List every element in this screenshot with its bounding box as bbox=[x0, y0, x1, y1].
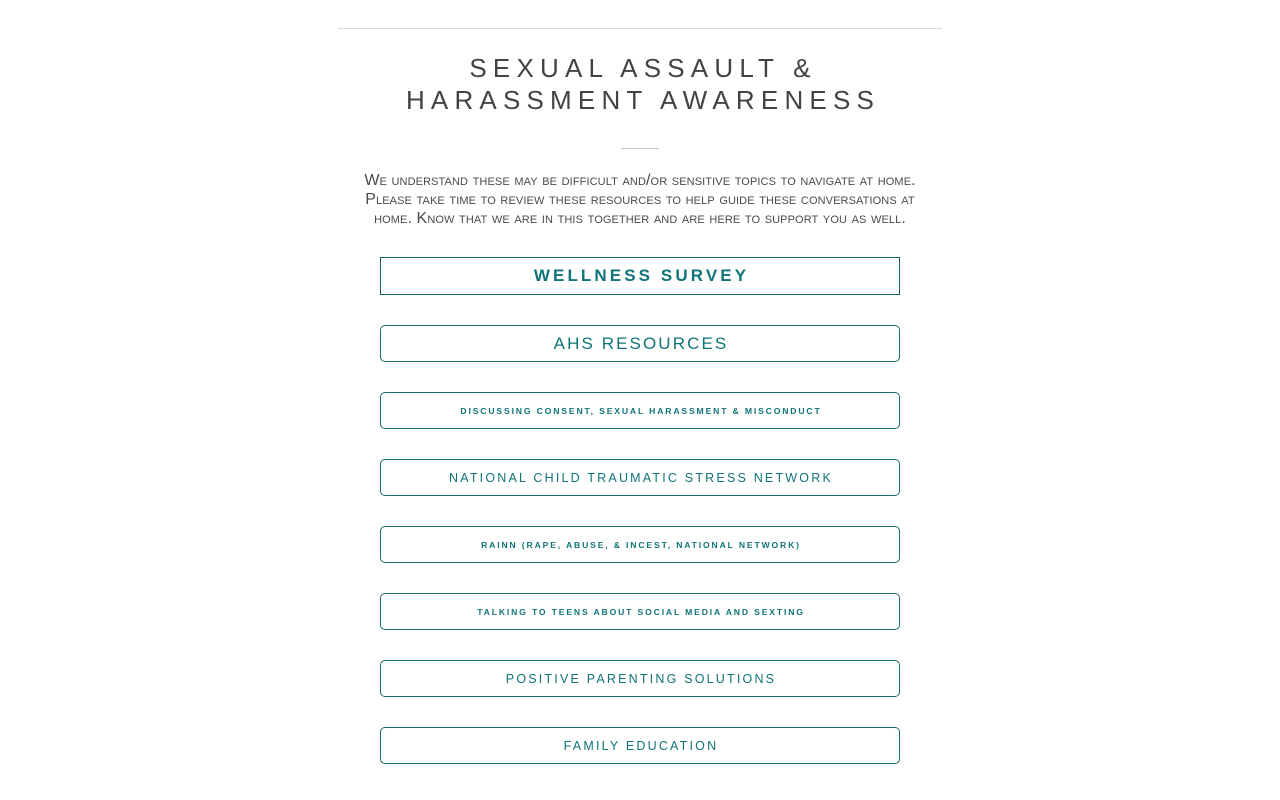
resource-link-button[interactable] bbox=[380, 325, 900, 362]
resource-link-label: NATIONAL CHILD TRAUMATIC STRESS NETWORK bbox=[449, 470, 833, 485]
resource-link-button[interactable] bbox=[380, 660, 900, 697]
intro-paragraph: We understand these may be difficult and/or sensitive topics to navigate at home. Please take time to review these resources to help guide these conversations at home. Know that we are in this together and are here to support you as well. bbox=[364, 172, 916, 227]
page-title: SEXUAL ASSAULT & HARASSMENT AWARENESS bbox=[405, 53, 881, 115]
resource-link-button[interactable] bbox=[380, 459, 900, 496]
resource-link-label: RAINN (RAPE, ABUSE, & INCEST, NATIONAL NETWORK) bbox=[481, 539, 801, 550]
resource-link-label: POSITIVE PARENTING SOLUTIONS bbox=[505, 671, 777, 686]
resource-link-label: DISCUSSING CONSENT, SEXUAL HARASSMENT & MISCONDUCT bbox=[460, 405, 822, 416]
title-divider-wrap bbox=[340, 148, 940, 149]
resource-link-list bbox=[340, 257, 940, 794]
resource-link-button[interactable] bbox=[380, 526, 900, 563]
resource-link-button[interactable] bbox=[380, 727, 900, 764]
resource-link-label: FAMILY EDUCATION bbox=[563, 738, 719, 753]
title-divider bbox=[621, 148, 659, 149]
resource-link-label: AHS RESOURCES bbox=[553, 333, 729, 353]
resource-link-label: TALKING TO TEENS ABOUT SOCIAL MEDIA AND SEXTING bbox=[477, 606, 805, 617]
resource-link-label: WELLNESS SURVEY bbox=[533, 266, 750, 285]
content-column bbox=[340, 52, 940, 794]
resource-link-button[interactable] bbox=[380, 392, 900, 429]
resource-link-button[interactable] bbox=[380, 593, 900, 630]
top-divider bbox=[338, 28, 942, 29]
resource-link-button[interactable] bbox=[380, 257, 900, 295]
